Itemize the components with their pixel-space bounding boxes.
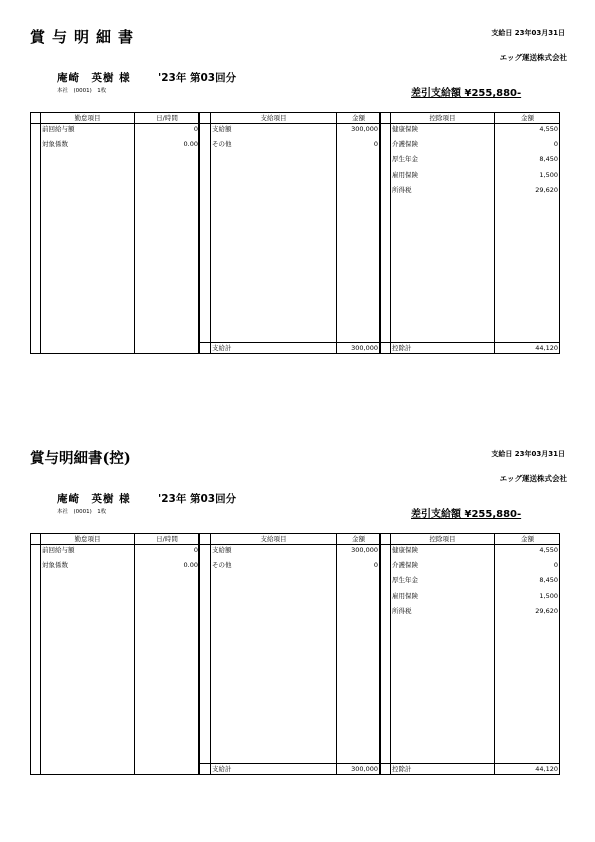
bonus-period: '23年 第03回分	[158, 72, 237, 84]
attendance-table	[30, 533, 199, 775]
attendance-value-header: 日/時間	[156, 535, 178, 543]
attendance-item-header: 勤怠項目	[74, 114, 101, 122]
payments-value-header: 金額	[352, 535, 365, 543]
deduction-label: 所得税	[392, 606, 412, 615]
company-name: エッグ運送株式会社	[499, 474, 567, 483]
deduction-value: 1,500	[539, 591, 558, 600]
deduction-value: 4,550	[539, 125, 558, 133]
deductions-total-value: 44,120	[535, 765, 558, 773]
attendance-value: 0.00	[183, 140, 198, 149]
deduction-value: 0	[553, 561, 558, 570]
attendance-value: 0	[193, 546, 198, 554]
deduction-value: 8,450	[539, 155, 558, 164]
deduction-label: 厚生年金	[392, 576, 418, 585]
deductions-item-header: 控除項目	[429, 114, 456, 122]
bonus-period: '23年 第03回分	[158, 493, 237, 505]
payments-total-label: 支給計	[212, 765, 232, 773]
payment-value: 300,000	[351, 125, 378, 133]
slip-title: 賞与明細書(控)	[30, 450, 131, 467]
deductions-item-header: 控除項目	[429, 535, 456, 543]
slip-title: 賞与明細書	[30, 28, 141, 46]
bonus-slip-copy	[0, 421, 595, 821]
deduction-value: 4,550	[539, 546, 558, 554]
net-pay: 差引支給額 ¥255,880-	[411, 509, 522, 520]
employee-name: 庵崎 英樹 様	[57, 493, 131, 505]
deduction-label: 雇用保険	[392, 170, 418, 179]
deduction-label: 介護保険	[392, 140, 418, 149]
deductions-total-value: 44,120	[535, 344, 558, 352]
employee-department: 本社 (0001) 1枚	[57, 509, 107, 515]
payment-label: 支給額	[212, 125, 232, 133]
payments-table	[199, 112, 380, 354]
deductions-value-header: 金額	[521, 114, 534, 122]
payment-label: その他	[212, 561, 232, 570]
company-name: エッグ運送株式会社	[499, 53, 567, 62]
deductions-table	[380, 533, 560, 775]
attendance-value-header: 日/時間	[156, 114, 178, 122]
deduction-label: 所得税	[392, 185, 412, 194]
deductions-total-label: 控除計	[392, 765, 412, 773]
deduction-label: 雇用保険	[392, 591, 418, 600]
deduction-label: 介護保険	[392, 561, 418, 570]
employee-name: 庵崎 英樹 様	[57, 72, 131, 84]
payment-value: 300,000	[351, 546, 378, 554]
deduction-value: 0	[553, 140, 558, 149]
payment-label: その他	[212, 140, 232, 149]
deduction-value: 8,450	[539, 576, 558, 585]
payment-value: 0	[373, 140, 378, 149]
payments-value-header: 金額	[352, 114, 365, 122]
deduction-value: 29,620	[535, 606, 558, 615]
attendance-table	[30, 112, 199, 354]
deduction-label: 厚生年金	[392, 155, 418, 164]
deduction-label: 健康保険	[392, 546, 418, 554]
attendance-value: 0.00	[183, 561, 198, 570]
bonus-slip-original	[0, 0, 595, 400]
payments-total-label: 支給計	[212, 344, 232, 352]
pay-date: 支給日 23年03月31日	[491, 450, 565, 458]
deductions-total-label: 控除計	[392, 344, 412, 352]
payments-total-value: 300,000	[351, 344, 378, 352]
deduction-label: 健康保険	[392, 125, 418, 133]
payment-value: 0	[373, 561, 378, 570]
net-pay: 差引支給額 ¥255,880-	[411, 88, 522, 99]
deduction-value: 1,500	[539, 170, 558, 179]
payment-label: 支給額	[212, 546, 232, 554]
payments-item-header: 支給項目	[260, 535, 287, 543]
payments-total-value: 300,000	[351, 765, 378, 773]
deductions-value-header: 金額	[521, 535, 534, 543]
attendance-label: 前回給与額	[42, 125, 75, 133]
attendance-label: 前回給与額	[42, 546, 75, 554]
attendance-label: 対象係数	[42, 561, 68, 570]
attendance-label: 対象係数	[42, 140, 68, 149]
payments-item-header: 支給項目	[260, 114, 287, 122]
employee-department: 本社 (0001) 1枚	[57, 88, 107, 94]
attendance-item-header: 勤怠項目	[74, 535, 101, 543]
payments-table	[199, 533, 380, 775]
pay-date: 支給日 23年03月31日	[491, 29, 565, 37]
deductions-table	[380, 112, 560, 354]
attendance-value: 0	[193, 125, 198, 133]
deduction-value: 29,620	[535, 185, 558, 194]
